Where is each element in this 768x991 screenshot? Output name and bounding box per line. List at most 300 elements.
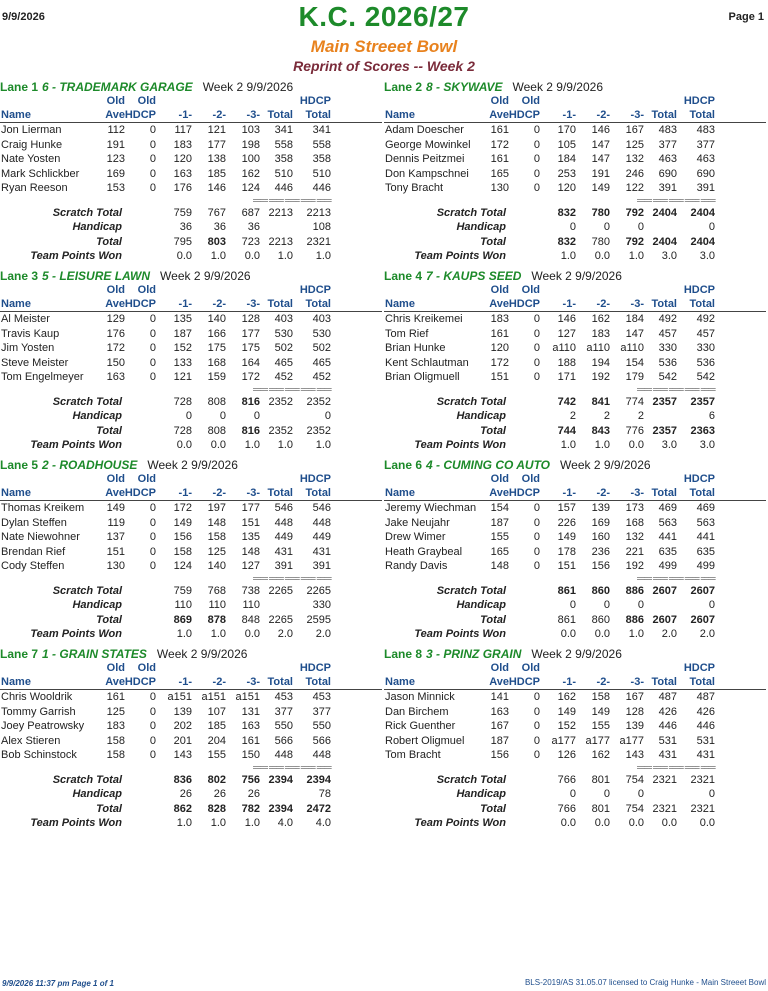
separator-row (384, 385, 766, 395)
game2-score: 147 (591, 153, 610, 165)
series-total: 391 (274, 560, 293, 572)
series-total: 341 (274, 124, 293, 136)
bowler-handicap: 0 (533, 356, 540, 369)
game2-score: 156 (591, 560, 610, 572)
summary-value: 2404 (690, 206, 715, 219)
bowler-row (384, 312, 766, 327)
handicap-total: 469 (696, 502, 715, 514)
handicap-total: 441 (696, 531, 715, 543)
game3-score: a110 (620, 342, 644, 354)
bowler-handicap: 0 (533, 371, 540, 383)
handicap-total: 391 (312, 560, 331, 572)
game1-score: 139 (173, 705, 192, 718)
bowler-average: 155 (490, 531, 509, 543)
bowler-handicap: 0 (149, 342, 156, 354)
team-points-row (384, 627, 766, 642)
bowler-average: 183 (106, 720, 125, 732)
summary-value: 0.0 (176, 439, 192, 451)
ave-header: Ave (489, 487, 509, 499)
hdcp-label: HDCP (683, 284, 715, 296)
summary-value: 1.0 (315, 439, 331, 451)
summary-value: 816 (241, 424, 260, 437)
summary-value: 26 (247, 788, 260, 800)
column-header-top (384, 662, 766, 675)
series-total: 487 (658, 691, 677, 703)
separator: ==== ==== ==== ==== ==== (636, 195, 715, 205)
summary-value: 3.0 (661, 250, 677, 262)
lane-number: Lane 4 (384, 269, 423, 283)
game3-score: a177 (619, 734, 644, 747)
summary-label: Total (480, 235, 506, 248)
game3-score: 154 (625, 356, 644, 369)
bowler-handicap: 0 (533, 342, 540, 354)
game1-score: 170 (557, 124, 576, 136)
game2-score: 194 (591, 356, 610, 369)
bowler-handicap: 0 (533, 720, 540, 732)
bowler-handicap: 0 (533, 560, 540, 572)
scratch-total-row (0, 206, 382, 221)
bowler-name: Cody Steffen (1, 560, 65, 572)
game1-score: 253 (557, 167, 576, 180)
summary-value: 766 (557, 802, 576, 815)
bowler-row (384, 559, 766, 574)
series-total: 453 (274, 691, 293, 703)
old-label: Old (521, 662, 540, 674)
handicap-total: 502 (312, 342, 331, 354)
bowler-name: George Mowinkel (385, 138, 471, 151)
summary-value: 2607 (690, 584, 715, 597)
series-total: 558 (274, 138, 293, 151)
game3-score: 131 (241, 705, 260, 718)
lane-block (0, 269, 382, 457)
game3-score: 168 (625, 516, 644, 529)
column-header-top (0, 284, 382, 297)
separator: ==== ==== ==== ==== ==== (636, 384, 715, 394)
summary-value: 110 (208, 599, 226, 611)
summary-value: 0.0 (560, 817, 576, 829)
summary-label: Handicap (72, 221, 122, 233)
summary-value: 0 (708, 788, 715, 800)
bowler-row (0, 167, 382, 182)
game2-score: 160 (591, 531, 610, 543)
game2-score: 146 (591, 124, 610, 136)
summary-value: 0.0 (210, 439, 226, 451)
summary-label: Scratch Total (52, 584, 122, 597)
game1-score: 172 (173, 502, 192, 514)
game1-score: 149 (557, 531, 576, 543)
game1-score: 151 (557, 560, 576, 572)
bowler-average: 176 (106, 327, 125, 340)
bowler-handicap: 0 (533, 182, 540, 194)
game2-header: -2- (596, 676, 610, 688)
handicap-total: 542 (696, 371, 715, 383)
game1-score: 146 (557, 313, 576, 325)
handicap-total: 358 (312, 153, 331, 165)
summary-value: 780 (591, 206, 610, 219)
bowler-name: Tom Engelmeyer (1, 371, 84, 383)
bowler-average: 149 (106, 502, 125, 514)
separator: ==== ==== ==== ==== ==== (252, 195, 331, 205)
lane-title (0, 647, 382, 662)
hdcp-total-header: Total (689, 676, 715, 688)
bowler-name: Kent Schlautman (385, 356, 469, 369)
column-header (384, 675, 766, 690)
summary-value: 742 (557, 395, 576, 408)
bowler-row (384, 181, 766, 196)
bowler-name: Craig Hunke (1, 138, 63, 151)
series-total: 550 (274, 720, 293, 732)
summary-value: 886 (625, 584, 644, 597)
game2-score: 155 (207, 749, 226, 761)
summary-value: 795 (173, 235, 192, 248)
bowler-name: Dan Birchem (385, 705, 449, 718)
series-total: 465 (274, 356, 293, 369)
game1-score: 152 (557, 720, 576, 732)
series-total: 536 (658, 356, 677, 369)
summary-value: 808 (207, 424, 226, 437)
hdcp-header: HDCP (124, 676, 156, 688)
column-header (0, 675, 382, 690)
summary-value: 1.0 (277, 250, 293, 262)
bowler-average: 123 (106, 153, 125, 165)
game3-score: 192 (625, 560, 644, 572)
summary-value: 0 (569, 599, 576, 611)
summary-value: 0 (569, 788, 576, 800)
summary-value: 1.0 (210, 817, 226, 829)
bowler-name: Brian Oligmuell (385, 371, 460, 383)
summary-value: 2404 (652, 206, 677, 219)
bowler-handicap: 0 (533, 167, 540, 180)
hdcp-total-header: Total (689, 109, 715, 121)
hdcp-header: HDCP (508, 676, 540, 688)
summary-value: 0.0 (628, 817, 644, 829)
game2-score: 139 (591, 502, 610, 514)
lane-number: Lane 7 (0, 647, 39, 661)
summary-value: 828 (207, 802, 226, 815)
summary-value: 832 (557, 235, 576, 248)
summary-label: Team Points Won (30, 439, 122, 451)
scratch-total-row (0, 773, 382, 788)
summary-value: 0 (219, 410, 226, 422)
bowler-name: Rick Guenther (385, 720, 456, 732)
lane-block (0, 647, 382, 835)
handicap-total: 558 (312, 138, 331, 151)
bowler-name: Jason Minnick (385, 691, 455, 703)
series-total: 457 (658, 327, 677, 340)
bowler-row (384, 370, 766, 385)
lane-number: Lane 1 (0, 80, 39, 94)
handicap-row (0, 598, 382, 613)
report-title: K.C. 2026/27 (298, 1, 470, 32)
bowler-name: Steve Meister (1, 356, 69, 369)
bowler-row (384, 705, 766, 720)
name-header: Name (385, 298, 415, 310)
bowler-average: 151 (490, 371, 509, 383)
game1-score: 126 (557, 749, 576, 761)
lane-block (384, 458, 766, 646)
team-name: 5 - LEISURE LAWN (42, 269, 151, 283)
handicap-total: 391 (696, 182, 715, 194)
game1-score: 121 (173, 371, 192, 383)
game2-score: 148 (207, 516, 226, 529)
game3-score: 167 (625, 124, 644, 136)
week-label: Week 2 9/9/2026 (531, 269, 622, 283)
game3-score: 139 (625, 720, 644, 732)
game2-score: 162 (591, 313, 610, 325)
handicap-row (384, 787, 766, 802)
bowler-average: 167 (490, 720, 509, 732)
game3-header: -3- (246, 676, 260, 688)
summary-value: 0 (708, 599, 715, 611)
summary-value: 792 (625, 235, 644, 248)
bowler-name: Jake Neujahr (385, 516, 450, 529)
lane-title (0, 458, 382, 473)
bowler-name: Robert Oligmuel (385, 734, 465, 747)
series-total: 531 (658, 734, 677, 747)
summary-value: 36 (179, 221, 192, 233)
game3-score: 163 (241, 720, 260, 732)
bowler-average: 187 (490, 516, 509, 529)
hdcp-header: HDCP (508, 109, 540, 121)
bowler-average: 141 (490, 691, 509, 703)
bowler-handicap: 0 (149, 516, 156, 529)
column-header (384, 486, 766, 501)
bowler-name: Brendan Rief (1, 545, 66, 558)
summary-value: 1.0 (277, 439, 293, 451)
bowler-handicap: 0 (149, 371, 156, 383)
summary-value: 2394 (268, 802, 293, 815)
bowler-name: Dennis Peitzmei (385, 153, 465, 165)
bowler-average: 153 (106, 182, 125, 194)
bowler-average: 165 (490, 167, 509, 180)
summary-value: 2.0 (315, 628, 331, 640)
column-header-top (384, 284, 766, 297)
summary-value: 861 (557, 584, 576, 597)
game3-score: 172 (241, 371, 260, 383)
summary-value: 754 (625, 773, 644, 786)
bowler-row (0, 516, 382, 531)
series-total: 330 (658, 342, 677, 354)
summary-value: 2352 (306, 424, 331, 437)
handicap-total: 446 (312, 182, 331, 194)
game2-score: 162 (591, 749, 610, 761)
week-label: Week 2 9/9/2026 (160, 269, 251, 283)
series-total: 469 (658, 502, 677, 514)
series-total: 566 (274, 734, 293, 747)
team-name: 7 - KAUPS SEED (426, 269, 522, 283)
bowler-average: 161 (106, 691, 125, 703)
handicap-total: 487 (696, 691, 715, 703)
summary-value: 0.0 (176, 250, 192, 262)
separator: ==== ==== ==== ==== ==== (636, 762, 715, 772)
column-header (0, 486, 382, 501)
summary-value: 26 (179, 788, 192, 800)
team-total-row (384, 235, 766, 250)
team-name: 6 - TRADEMARK GARAGE (42, 80, 193, 94)
game1-score: 120 (557, 182, 576, 194)
bowler-average: 137 (106, 531, 125, 543)
team-name: 4 - CUMING CO AUTO (426, 458, 551, 472)
lane-block (0, 80, 382, 268)
game2-score: 185 (207, 720, 226, 732)
bowler-average: 191 (106, 138, 125, 151)
lane-title (384, 458, 766, 473)
total-header: Total (267, 487, 293, 499)
bowler-handicap: 0 (149, 182, 156, 194)
bowler-name: Brian Hunke (385, 342, 446, 354)
summary-value: 1.0 (594, 439, 610, 451)
summary-value: 767 (207, 206, 226, 219)
game1-score: 202 (173, 720, 192, 732)
summary-value: 843 (591, 424, 610, 437)
handicap-total: 463 (696, 153, 715, 165)
game3-header: -3- (246, 109, 260, 121)
summary-value: 776 (625, 424, 644, 437)
summary-value: 0 (603, 221, 610, 233)
lane-title (0, 80, 382, 95)
game2-score: 169 (591, 516, 610, 529)
lane-number: Lane 6 (384, 458, 423, 472)
game2-score: 197 (207, 502, 226, 514)
summary-value: 0.0 (560, 628, 576, 640)
lane-block (384, 647, 766, 835)
bowler-row (0, 559, 382, 574)
separator: ==== ==== ==== ==== ==== (252, 384, 331, 394)
handicap-total: 492 (696, 313, 715, 325)
bowler-average: 161 (490, 124, 509, 136)
summary-label: Team Points Won (30, 628, 122, 640)
game1-score: 149 (173, 516, 192, 529)
bowler-average: 120 (490, 342, 509, 354)
summary-value: 0.0 (594, 250, 610, 262)
summary-value: 330 (312, 599, 331, 611)
handicap-total: 448 (312, 516, 331, 529)
game1-score: 176 (173, 182, 192, 194)
team-name: 3 - PRINZ GRAIN (426, 647, 522, 661)
summary-value: 1.0 (210, 628, 226, 640)
scratch-total-row (0, 395, 382, 410)
game1-header: -1- (562, 487, 576, 499)
series-total: 510 (274, 167, 293, 180)
summary-value: 2 (603, 410, 610, 422)
game1-score: 162 (557, 691, 576, 703)
game2-score: 177 (207, 138, 226, 151)
summary-value: 2213 (268, 235, 293, 248)
total-header: Total (267, 676, 293, 688)
handicap-total: 457 (696, 327, 715, 340)
summary-label: Total (480, 802, 506, 815)
game3-score: 135 (241, 531, 260, 543)
bowler-average: 150 (106, 356, 125, 369)
summary-value: 759 (173, 206, 192, 219)
report-date: 9/9/2026 (2, 11, 45, 23)
column-header-top (384, 473, 766, 486)
game1-score: 120 (173, 153, 192, 165)
hdcp-header: HDCP (124, 109, 156, 121)
handicap-total: 499 (696, 560, 715, 572)
column-header (384, 108, 766, 123)
report-subtitle: Reprint of Scores -- Week 2 (293, 58, 475, 74)
summary-value: 2 (637, 410, 644, 422)
game1-header: -1- (178, 298, 192, 310)
game1-score: 187 (173, 327, 192, 340)
old-label: Old (137, 662, 156, 674)
summary-value: 1.0 (244, 817, 260, 829)
game1-score: 152 (173, 342, 192, 354)
game1-score: 105 (557, 138, 576, 151)
bowler-handicap: 0 (533, 124, 540, 136)
handicap-total: 330 (696, 342, 715, 354)
summary-value: 848 (241, 613, 260, 626)
summary-value: 1.0 (176, 628, 192, 640)
summary-value: 6 (708, 410, 715, 422)
summary-label: Handicap (456, 599, 506, 611)
bowler-row (384, 545, 766, 560)
summary-value: 1.0 (628, 250, 644, 262)
hdcp-label: HDCP (683, 95, 715, 107)
summary-value: 687 (241, 206, 260, 219)
bowler-handicap: 0 (533, 313, 540, 325)
hdcp-header: HDCP (508, 298, 540, 310)
handicap-total: 426 (696, 705, 715, 718)
series-total: 492 (658, 313, 677, 325)
game1-score: 143 (173, 749, 192, 761)
game3-score: 175 (241, 342, 260, 354)
scratch-total-row (384, 206, 766, 221)
bowler-row (0, 123, 382, 138)
old-label: Old (106, 662, 125, 674)
ave-header: Ave (489, 109, 509, 121)
old-label: Old (490, 473, 509, 485)
summary-label: Total (96, 613, 122, 626)
bowler-name: Don Kampschnei (385, 167, 469, 180)
ave-header: Ave (489, 676, 509, 688)
summary-value: 756 (241, 773, 260, 786)
scratch-total-row (384, 773, 766, 788)
bowler-row (384, 356, 766, 371)
summary-label: Team Points Won (30, 817, 122, 829)
game2-score: 175 (207, 342, 226, 354)
lane-title (384, 269, 766, 284)
game3-score: 177 (241, 327, 260, 340)
summary-value: 0.0 (594, 628, 610, 640)
bowler-row (384, 501, 766, 516)
game3-score: 124 (241, 182, 260, 194)
bowler-handicap: 0 (533, 531, 540, 543)
series-total: 530 (274, 327, 293, 340)
summary-value: 886 (625, 613, 644, 626)
summary-value: 759 (173, 584, 192, 597)
game2-score: 155 (591, 720, 610, 732)
handicap-row (0, 787, 382, 802)
separator: ==== ==== ==== ==== ==== (252, 573, 331, 583)
bowler-name: Mark Schlickber (1, 167, 80, 180)
bowler-handicap: 0 (149, 691, 156, 703)
summary-value: 861 (557, 613, 576, 626)
summary-value: 723 (241, 235, 260, 248)
summary-value: 0.0 (244, 628, 260, 640)
summary-value: 2363 (690, 424, 715, 437)
summary-value: 2.0 (277, 628, 293, 640)
week-label: Week 2 9/9/2026 (147, 458, 238, 472)
game2-score: 146 (207, 182, 226, 194)
summary-value: 1.0 (244, 439, 260, 451)
summary-value: 110 (174, 599, 192, 611)
bowler-average: 172 (106, 342, 125, 354)
game1-score: 157 (557, 502, 576, 514)
game1-score: 163 (173, 167, 192, 180)
bowler-handicap: 0 (149, 734, 156, 747)
